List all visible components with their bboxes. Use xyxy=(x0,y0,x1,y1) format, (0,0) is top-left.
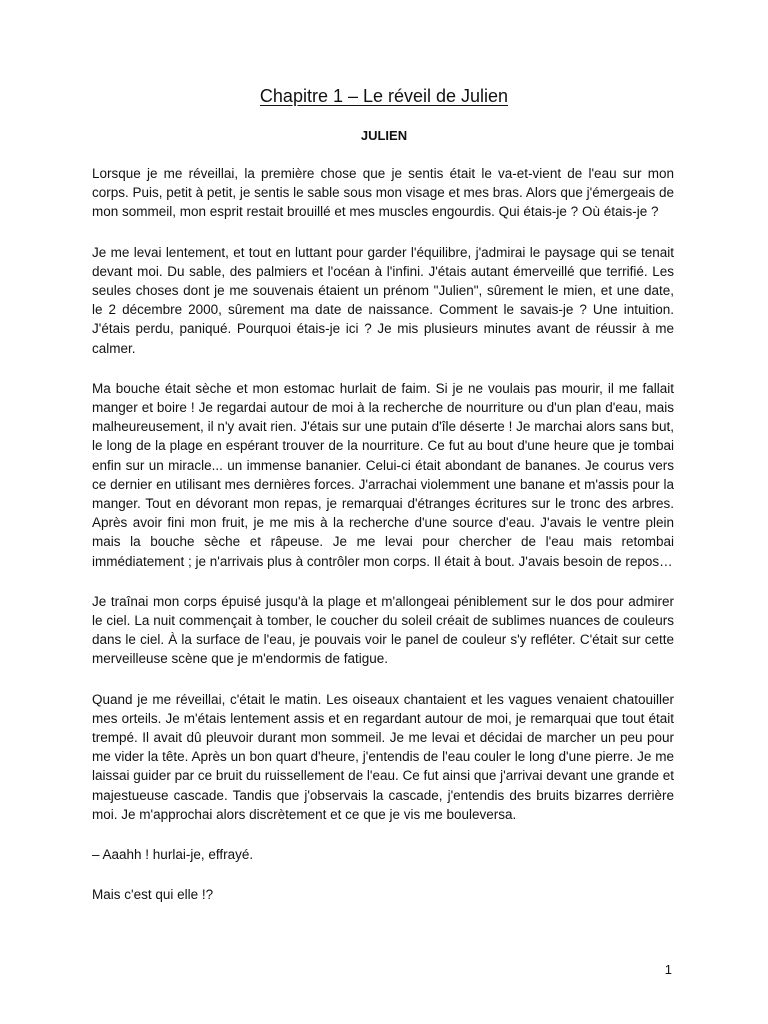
paragraph: Quand je me réveillai, c'était le matin. Les oiseaux chantaient et les vagues venaient chatouiller mes orteils. Je m'étais lentement assis et en regardant autour de moi, je remarquai que tout était trempé. Il avait dû pleuvoir durant mon sommeil. Je me levai et décidai de marcher un peu pour me vider la tête. Après un bon quart d'heure, j'entendis de l'eau couler le long d'une pierre. Je me laissai guider par ce bruit du ruissellement de l'eau. Ce fut ainsi que j'arrivai devant une grande et majestueuse cascade. Tandis que j'observais la cascade, j'entendis des bruits bizarres derrière moi. Je m'approchai alors discrètement et ce que je vis me bouleversa. xyxy=(92,691,674,822)
dialogue-line: – Aaahh ! hurlai-je, effrayé. xyxy=(92,847,254,863)
paragraph: Lorsque je me réveillai, la première chose que je sentis était le va-et-vient de l'eau sur mon corps. Puis, petit à petit, je sentis le sable sous mon visage et mes bras. Alors que j'émergeais de mon sommeil, mon esprit restait brouillé et mes muscles engourdis. Qui étais-je ? Où étais-je ? xyxy=(92,166,674,220)
paragraph: Je traînai mon corps épuisé jusqu'à la plage et m'allongeai péniblement sur le dos pour admirer le ciel. La nuit commençait à tomber, le coucher du soleil créait de sublimes nuances de couleurs dans le ciel. À la surface de l'eau, je pouvais voir le panel de couleur s'y refléter. C'était sur cette merveilleuse scène que je m'endormis de fatigue. xyxy=(92,593,674,667)
dialogue-line: Mais c'est qui elle !? xyxy=(92,887,214,903)
chapter-title: Chapitre 1 – Le réveil de Julien xyxy=(259,86,509,106)
page-number: 1 xyxy=(664,962,672,977)
character-heading: JULIEN xyxy=(360,128,408,143)
paragraph: Je me levai lentement, et tout en luttant pour garder l'équilibre, j'admirai le paysage qui se tenait devant moi. Du sable, des palmiers et l'océan à l'infini. J'étais autant émerveillé que terrifié. Les seules choses dont je me souvenais étaient un prénom "Julien", sûrement le mien, et une date, le 2 décembre 2000, sûrement ma date de naissance. Comment le savais-je ? Une intuition. J'étais perdu, paniqué. Pourquoi étais-je ici ? Je mis plusieurs minutes avant de réussir à me calmer. xyxy=(92,244,674,356)
chapter-body xyxy=(92,164,674,926)
paragraph: Ma bouche était sèche et mon estomac hurlait de faim. Si je ne voulais pas mourir, il me fallait manger et boire ! Je regardai autour de moi à la recherche de nourriture ou d'un plan d'eau, mais malheureusement, il n'y avait rien. J'étais sur une putain d'île déserte ! Je marchai alors sans but, le long de la plage en espérant trouver de la nourriture. Ce fut au bout d'une heure que je tombai enfin sur un miracle... un immense bananier. Celui-ci était abondant de bananes. Je courus vers ce dernier en utilisant mes dernières forces. J'arrachai violemment une banane et m'assis pour la manger. Tout en dévorant mon repas, je remarquai d'étranges écritures sur le tronc des arbres. Après avoir fini mon fruit, je me mis à la recherche d'une source d'eau. J'avais le ventre plein mais la bouche sèche et râpeuse. Je me levai pour chercher de l'eau mais retombai immédiatement ; je n'arrivais plus à contrôler mon corps. Il était à bout. J'avais besoin de repos… xyxy=(92,380,674,569)
